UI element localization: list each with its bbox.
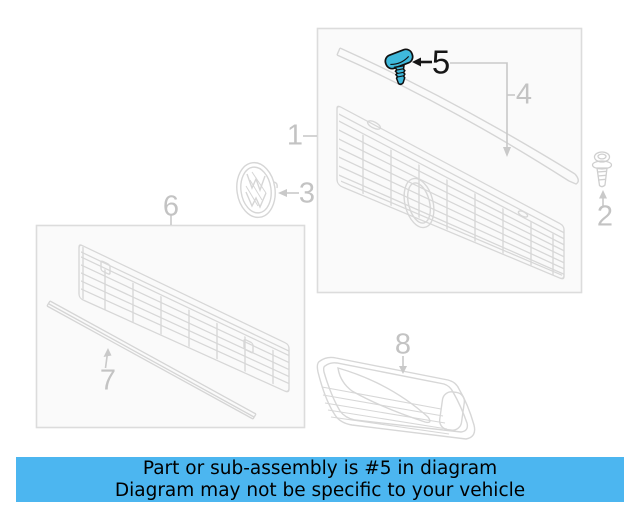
callout-label-6: 6 [162, 190, 180, 223]
callout-label-4: 4 [515, 78, 533, 111]
highlight-banner [16, 457, 624, 502]
callout-label-1: 1 [286, 119, 304, 152]
lower-grille-box [37, 226, 305, 428]
banner-line-2: Diagram may not be specific to your vehicle [114, 479, 526, 501]
bolt-part2-art [593, 152, 612, 187]
callout-3-arrow [278, 189, 299, 197]
banner-line-1: Part or sub-assembly is #5 in diagram [142, 457, 498, 479]
callout-label-2: 2 [596, 200, 614, 233]
vw-emblem-art [233, 160, 278, 220]
callout-label-3: 3 [298, 177, 316, 210]
fog-light-grille-art [317, 357, 474, 439]
callout-label-5-highlighted: 5 [431, 43, 451, 81]
callout-label-8: 8 [394, 328, 412, 361]
callout-label-7: 7 [99, 364, 117, 397]
